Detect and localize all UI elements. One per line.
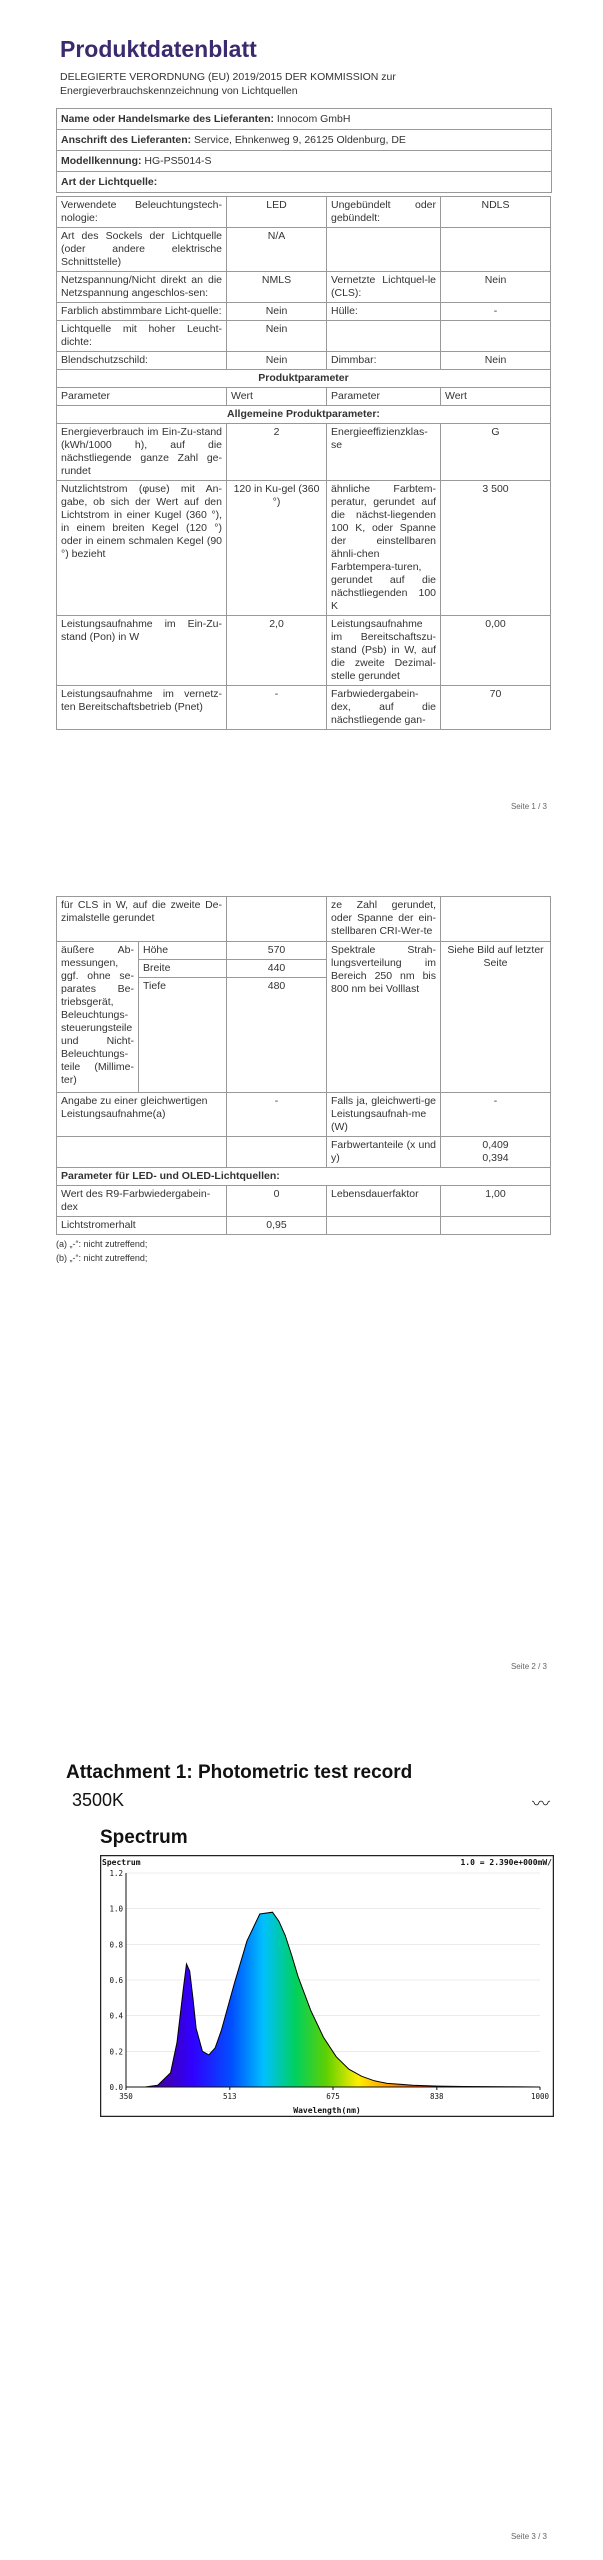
param-value-2: 0,00 [441,616,551,686]
type-param-label-2: Vernetzte Lichtquel-le (CLS): [327,272,441,303]
type-param-value-2: Nein [441,272,551,303]
type-row [57,303,551,321]
equiv-label [57,1093,227,1137]
model-row [57,151,551,172]
general-header: Allgemeine Produktparameter: [57,406,551,424]
type-param-value: Nein [227,321,327,352]
maint-empty-2 [441,1217,551,1235]
spectrum-chart-svg [100,1855,554,2117]
type-label: Art der Lichtquelle: [61,176,158,188]
page-footer: Seite 3 / 3 [510,2532,547,2541]
maint-empty [327,1217,441,1235]
model-value: HG-PS5014-S [144,155,212,167]
param-label-2: Leistungsaufnahme im Bereitschaftszu-stand (Psb) in W, auf die zweite Dezimal-stelle gerundet [327,616,441,686]
y-tick-label: 0.8 [109,1940,123,1950]
type-row [57,197,551,228]
type-param-value: Nein [227,352,327,370]
type-param-label-2: Dimmbar: [327,352,441,370]
type-param-label: Verwendete Beleuchtungstech-nologie: [57,197,227,228]
r9-label: Wert des R9-Farbwiedergabein-dex [57,1186,227,1217]
chroma-y: 0,394 [482,1152,509,1164]
dim-value: 440 [227,960,327,978]
type-param-value-2 [441,228,551,272]
x-tick-label: 838 [430,2092,444,2101]
chroma-empty-2 [227,1137,327,1168]
spectrum-heading: Spectrum [100,1827,188,1848]
dim-name: Höhe [139,942,227,960]
r9-row [57,1186,551,1217]
params-header-row [57,370,551,388]
supplier-value: Innocom GmbH [276,113,351,125]
y-tick-label: 1.0 [109,1904,123,1914]
spectral-label: Spektrale Strah-lungsverteilung im Bereich 250 nm bis 800 nm bei Volllast [327,942,441,1093]
dim-name: Tiefe [139,978,227,1093]
col-value-2: Wert [441,388,551,406]
type-param-value: Nein [227,303,327,321]
type-row [57,352,551,370]
r9-value: 0 [227,1186,327,1217]
attachment-title: Attachment 1: Photometric test record [66,1762,413,1783]
x-tick-label: 1000 [530,2092,550,2101]
type-param-label: Lichtquelle mit hoher Leucht-dichte: [57,321,227,352]
chroma-empty [57,1137,227,1168]
dim-name: Breite [139,960,227,978]
x-axis-label: Wavelength(nm) [293,2106,361,2115]
regulation-subtitle: DELEGIERTE VERORDNUNG (EU) 2019/2015 DER KOMMISSION zur Energieverbrauchskennzeichnung von Lichtquellen [60,71,396,97]
param-rows [57,424,551,730]
address-value: Service, Ehnkenweg 9, 26125 Oldenburg, DE [194,134,406,146]
cont-right: ze Zahl gerundet, oder Spanne der ein-stellbaren CRI-Wer-te [327,897,441,942]
param-value: 2,0 [227,616,327,686]
general-header-row [57,406,551,424]
param-value: 120 in Ku-gel (360 °) [227,481,327,616]
maint-value: 0,95 [227,1217,327,1235]
type-param-label: Farblich abstimmbare Licht-quelle: [57,303,227,321]
page-3 [0,1720,603,2560]
continued-row [57,897,551,942]
type-row [57,272,551,303]
model-label: Modellkennung: [61,155,142,167]
param-row [57,424,551,481]
type-param-value-2: - [441,303,551,321]
param-value-2: 70 [441,686,551,730]
led-header-row [57,1168,551,1186]
type-param-label: Blendschutzschild: [57,352,227,370]
cont-left: für CLS in W, auf die zweite De-zimalstelle gerundet [57,897,227,942]
type-param-label-2 [327,321,441,352]
param-label: Nutzlichtstrom (φuse) mit An-gabe, ob sich der Wert auf den Lichtstrom in einer Kugel (360 °), in einem breiten Kegel (120 °) oder in einem schmalen Kegel (90 °) bezieht [57,481,227,616]
chroma-x: 0,409 [482,1139,509,1151]
y-tick-label: 0.0 [109,2083,123,2092]
supplier-box [56,108,552,193]
tilde-mark: 〰 [532,1794,550,1814]
equiv-label-text: Angabe zu einer gleichwertigen Leistungsaufnahme(a) [61,1095,208,1120]
x-tick-label: 513 [223,2092,237,2101]
param-label: Leistungsaufnahme im vernetz-ten Bereitschaftsbetrieb (Pnet) [57,686,227,730]
supplier-row [57,109,551,130]
type-param-value-2 [441,321,551,352]
type-param-label-2 [327,228,441,272]
param-value-2: 3 500 [441,481,551,616]
type-param-value: N/A [227,228,327,272]
footnote-b: (b) „-“: nicht zutreffend; [56,1253,148,1263]
product-table-continued [56,896,551,1235]
life-label: Lebensdauerfaktor [327,1186,441,1217]
param-label: Leistungsaufnahme im Ein-Zu-stand (Pon) in W [57,616,227,686]
chroma-label: Farbwertanteile (x und y) [327,1137,441,1168]
product-table [56,196,551,730]
param-value-2: G [441,424,551,481]
type-param-label: Netzspannung/Nicht direkt an die Netzspannung angeschlos-sen: [57,272,227,303]
y-tick-label: 0.6 [109,1976,123,1985]
type-param-value: NMLS [227,272,327,303]
color-temperature: 3500K [72,1790,125,1810]
col-param-2: Parameter [327,388,441,406]
param-value: 2 [227,424,327,481]
y-tick-label: 0.2 [109,2047,123,2057]
maint-row [57,1217,551,1235]
address-row [57,130,551,151]
y-tick-label: 1.2 [109,1869,123,1878]
param-label-2: ähnliche Farbtem-peratur, gerundet auf die nächst-liegenden 100 K, oder Spanne der einstellbaren ähnli-chen Farbtempera-turen, gerundet auf die nächstliegenden 100 K [327,481,441,616]
type-param-label-2: Hülle: [327,303,441,321]
equiv-label-2: Falls ja, gleichwerti-ge Leistungsaufnah-me (W) [327,1093,441,1137]
type-rows [57,197,551,370]
type-param-label: Art des Sockels der Lichtquelle (oder andere elektrische Schnittstelle) [57,228,227,272]
spectral-value: Siehe Bild auf letzter Seite [441,942,551,1093]
chroma-row [57,1137,551,1168]
page-title: Produktdatenblatt [60,36,257,62]
dims-label: äußere Ab-messungen, ggf. ohne se-parates Be-triebsgerät, Beleuchtungs-steuerungsteile und Nicht-Beleuchtungs-teile (Millime-ter) [57,942,139,1093]
page-footer: Seite 2 / 3 [510,1662,547,1671]
type-param-value-2: NDLS [441,197,551,228]
page-2 [0,880,603,1680]
x-tick-label: 350 [119,2092,133,2101]
equiv-value-2: - [441,1093,551,1137]
life-value: 1,00 [441,1186,551,1217]
address-label: Anschrift des Lieferanten: [61,134,192,146]
maint-label: Lichtstromerhalt [57,1217,227,1235]
dim-value: 480 [227,978,327,1093]
chart-formula: 1.0 = 2.390e+000mW/ [460,1858,552,1867]
param-label-2: Farbwiedergabein-dex, auf die nächstliegende gan- [327,686,441,730]
equiv-value: - [227,1093,327,1137]
type-row [57,228,551,272]
param-row [57,481,551,616]
params-header: Produktparameter [57,370,551,388]
column-header-row [57,388,551,406]
type-label-row [57,172,551,192]
supplier-label: Name oder Handelsmarke des Lieferanten: [61,113,274,125]
spectrum-chart [100,1855,554,2117]
col-param-1: Parameter [57,388,227,406]
param-row [57,686,551,730]
type-row [57,321,551,352]
param-row [57,616,551,686]
type-param-value: LED [227,197,327,228]
col-value-1: Wert [227,388,327,406]
led-header: Parameter für LED- und OLED-Lichtquellen: [57,1168,551,1186]
product-table-cont-wrap [56,896,551,1263]
x-tick-label: 675 [326,2092,340,2101]
footnote-a: (a) „-“: nicht zutreffend; [56,1239,148,1249]
y-tick-label: 0.4 [109,2011,123,2021]
chart-inner-title: Spectrum [102,1858,141,1867]
params-header-rows [57,370,551,424]
page-footer: Seite 1 / 3 [510,802,547,811]
param-value: - [227,686,327,730]
type-param-label-2: Ungebündelt oder gebündelt: [327,197,441,228]
cont-empty [227,897,327,942]
param-label: Energieverbrauch im Ein-Zu-stand (kWh/1000 h), auf die nächstliegende ganze Zahl ge-rundet [57,424,227,481]
dim-value: 570 [227,942,327,960]
type-param-value-2: Nein [441,352,551,370]
product-table-wrap [56,196,551,730]
cont-empty-2 [441,897,551,942]
chroma-values [441,1137,551,1168]
equiv-row [57,1093,551,1137]
dims-row-height [57,942,551,960]
page-1 [0,0,603,820]
param-label-2: Energieeffizienzklas-se [327,424,441,481]
